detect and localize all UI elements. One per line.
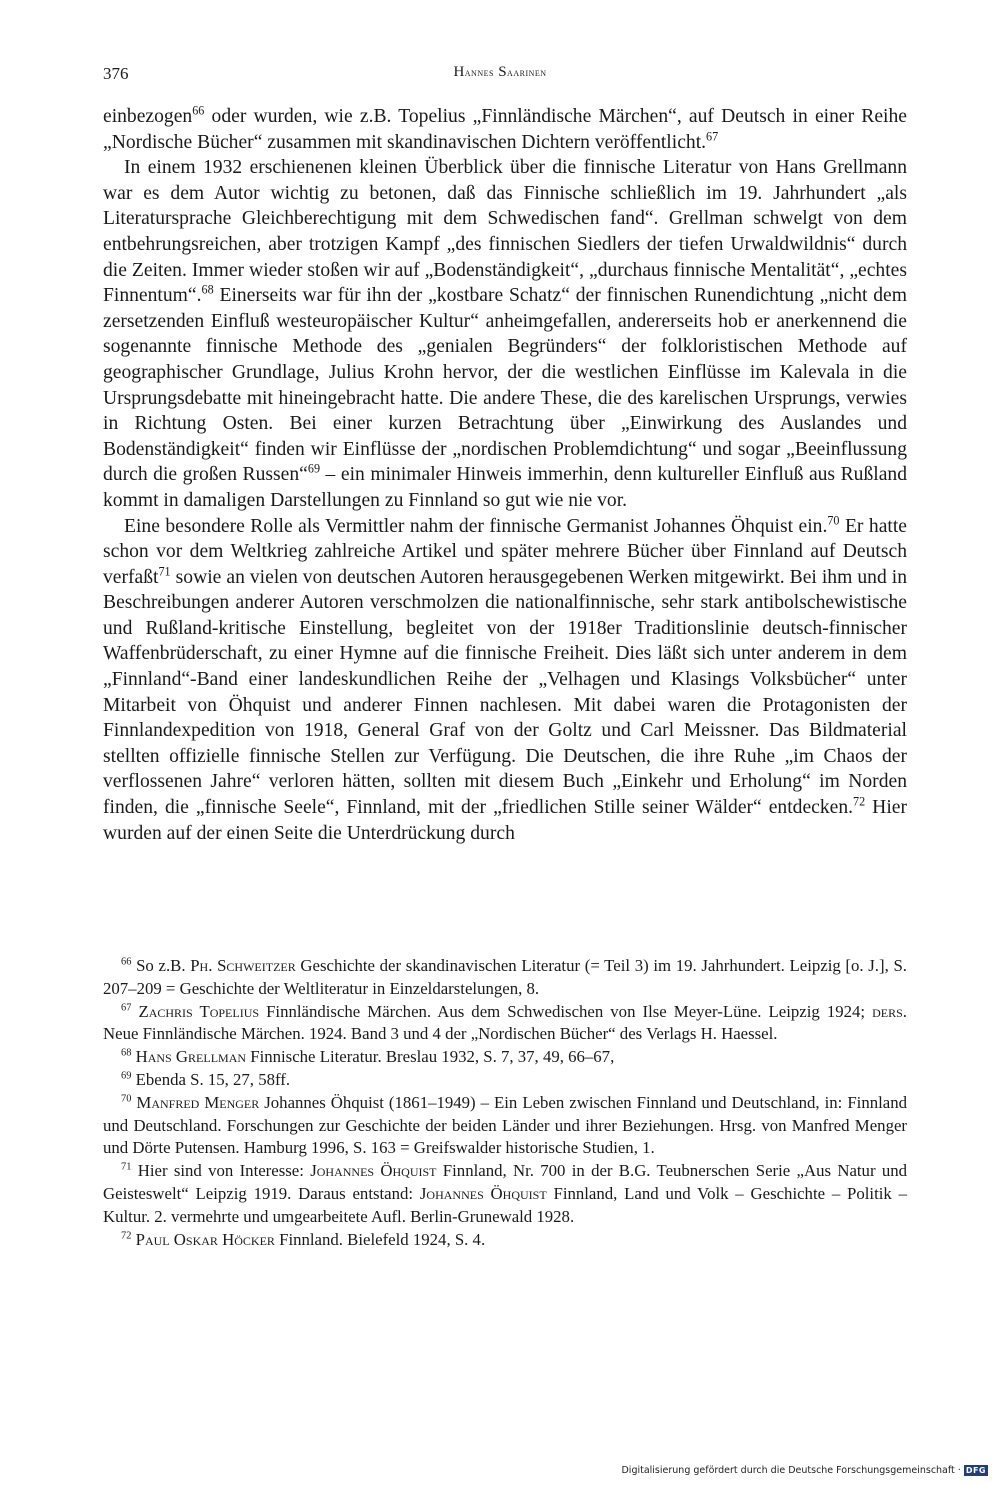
cited-author: Manfred Menger — [136, 1092, 260, 1112]
footnote-ref[interactable]: 66 — [192, 103, 205, 118]
text-run: Einerseits war für ihn der „kostbare Schatz“ der finnischen Runendichtung „nicht dem zersetzenden Einfluß westeuropäischer Kultur“ anheimgefallen, andererseits hob er anerkennend die sogenannte finnische Methode des „genialen Begründers“ der folkloristischen Methode auf geographischer Grundlage, Julius Krohn hervor, der die westlichen Einflüsse im Kalevala in die Ursprungsdebatte mit hineingebracht hatte. Die andere These, die des karelischen Ursprungs, verwies in Richtung Osten. Bei einer kurzen Betrachtung über „Einwirkung des Auslandes und Bodenständigkeit“ finden wir Einflüsse der „nordischen Problemdichtung“ und sogar „Beeinflussung durch die großen Russen“ — [103, 285, 907, 486]
footnote-69 — [103, 1069, 907, 1092]
footnote-ref[interactable]: 71 — [158, 564, 171, 579]
footnote-ref[interactable]: 69 — [307, 461, 321, 476]
footnote-70 — [103, 1092, 907, 1160]
text-run: Geschichte der skandinavischen Literatur (= Teil 3) im 19. Jahrhundert. Leipzig [o. J.], S. 207–209 = Geschichte der Weltliteratur in Einzeldarstelungen, 8. — [103, 956, 907, 998]
text-run: Finnland, Land und Volk – Geschichte – Politik – Kultur. 2. vermehrte und umgearbeitete Aufl. Berlin-Grunewald 1928. — [103, 1183, 908, 1226]
footnotes — [103, 955, 907, 1251]
text-run: Er hatte schon vor dem Weltkrieg zahlreiche Artikel und später mehrere Bücher über Finnland auf Deutsch verfaßt — [103, 515, 907, 588]
cited-author: Zachris Topelius — [138, 1001, 260, 1021]
text-run: Ebenda S. 15, 27, 58ff. — [135, 1069, 291, 1089]
paragraph — [103, 514, 907, 847]
cited-author: ders. — [872, 1001, 907, 1021]
running-head-rest: aarinen — [507, 67, 547, 79]
running-head-initial: S — [498, 64, 508, 80]
running-head-rest: annes — [464, 67, 494, 79]
page-number: 376 — [103, 64, 129, 83]
text-run: Finnland. Bielefeld 1924, S. 4. — [274, 1229, 486, 1249]
footnote-number: 69 — [121, 1070, 132, 1082]
footnote-ref[interactable]: 72 — [853, 794, 866, 809]
paragraph — [103, 104, 907, 155]
text-run: Neue Finnländische Märchen. 1924. Band 3 und 4 der „Nordischen Bücher“ des Verlags H. Haessel. — [103, 1024, 778, 1044]
digitization-credit — [621, 1465, 988, 1476]
paragraph — [103, 155, 907, 513]
text-run: Finnländische Märchen. Aus dem Schwedischen von Ilse Meyer-Lüne. Leipzig 1924; — [259, 1001, 873, 1021]
text-run: Johannes Öhquist (1861–1949) – Ein Leben zwischen Finnland und Deutschland, in: Finnland und Deutschland. Forschungen zur Geschichte der beiden Länder und ihrer Beziehungen. Hrsg. von Manfred Menger und Dörte Putensen. Hamburg 1996, S. 163 = Greifswalder historische Studien, 1. — [103, 1092, 907, 1158]
text-run: Finnische Literatur. Breslau 1932, S. 7, 37, 49, 66–67, — [246, 1047, 615, 1067]
text-run: sowie an vielen von deutschen Autoren herausgegebenen Werken mitgewirkt. Bei ihm und in Beschreibungen anderer Autoren verschmolzen die nationalfinnische, sehr stark antibolschewistische und Rußland-kritische Einstellung, begleitet von der 1918er Traditionslinie deutsch-finnischer Waffenbrüderschaft, zu einer Hymne auf die finnische Freiheit. Dies läßt sich unter anderem in dem „Finnland“-Band einer landeskundlichen Reihe der „Velhagen und Klasings Volksbücher“ unter Mitarbeit von Öhquist und anderer Finnen nachlesen. Mit dabei waren die Protagonisten der Finnlandexpedition von 1918, General Graf von der Goltz und Carl Meissner. Das Bildmaterial stellten offizielle finnische Stellen zur Verfügung. Die Deutschen, die ihre Ruhe „im Chaos der verflossenen Jahre“ verloren hätten, sollten mit diesem Buch „Einkehr und Erholung“ im Norden finden, die „finnische Seele“, Finnland, mit der „friedlichen Stille seiner Wälder“ entdecken. — [103, 566, 907, 819]
text-run: Eine besondere Rolle als Vermittler nahm der finnische Germanist Johannes Öhquist ein. — [124, 515, 828, 537]
text-run: Hier wurden auf der einen Seite die Unterdrückung durch — [103, 797, 907, 844]
footnote-72 — [103, 1229, 907, 1252]
credit-text: Digitalisierung gefördert durch die Deutsche Forschungsgemeinschaft · — [621, 1465, 961, 1476]
text-run: einbezogen — [103, 106, 193, 127]
text-run: In einem 1932 erschienenen kleinen Überblick über die finnische Literatur von Hans Grellmann war es dem Autor wichtig zu betonen, daß das Finnische schließlich im 19. Jahrhundert „als Literatursprache Gleichberechtigung mit dem Schwedischen fand“. Grellman schwelgt von dem entbehrungsreichen, aber trotzigen Kampf „des finnischen Siedlers der tiefen Urwaldwildnis“ durch die Zeiten. Immer wieder stoßen wir auf „Bodenständigkeit“, „durchaus finnische Mentalität“, „echtes Finnentum“. — [103, 157, 907, 307]
cited-author: Johannes Öhquist — [419, 1183, 547, 1203]
footnote-71 — [103, 1160, 907, 1228]
cited-author: Johannes Öhquist — [310, 1161, 437, 1181]
footnote-ref[interactable]: 70 — [827, 512, 840, 527]
running-head-initial: H — [453, 64, 465, 80]
text-run: Hier sind von Interesse: — [137, 1161, 311, 1181]
cited-author: Ph. Schweitzer — [190, 956, 296, 975]
footnote-66 — [103, 955, 907, 1001]
footnote-number: 71 — [121, 1161, 132, 1173]
text-run: So z.B. — [136, 956, 191, 975]
text-run: – ein minimaler Hinweis immerhin, denn kultureller Einfluß aus Rußland kommt in damaligen Darstellungen zu Finnland so gut wie nie vor. — [103, 464, 907, 511]
footnote-68 — [103, 1046, 907, 1069]
text-run: Finnland, Nr. 700 in der B.G. Teubnerschen Serie „Aus Natur und Geisteswelt“ Leipzig 1919. Daraus entstand: — [103, 1161, 908, 1203]
footnote-number: 68 — [121, 1047, 132, 1059]
footnote-ref[interactable]: 67 — [706, 129, 719, 144]
text-run: oder wurden, wie z.B. Topelius „Finnländische Märchen“, auf Deutsch in einer Reihe „Nordische Bücher“ zusammen mit skandinavischen Dichtern veröffentlicht. — [103, 106, 907, 153]
body-text — [103, 104, 907, 846]
cited-author: Paul Oskar Höcker — [135, 1229, 275, 1249]
footnote-ref[interactable]: 68 — [201, 282, 214, 297]
running-head — [0, 64, 1000, 81]
dfg-logo-icon: DFG — [965, 1466, 986, 1475]
footnote-number: 70 — [121, 1093, 132, 1105]
footnote-number: 72 — [121, 1229, 132, 1241]
footnote-67 — [103, 1001, 907, 1047]
footnote-number: 67 — [121, 1002, 132, 1013]
footnote-number: 66 — [121, 956, 132, 968]
cited-author: Hans Grellman — [135, 1047, 247, 1067]
